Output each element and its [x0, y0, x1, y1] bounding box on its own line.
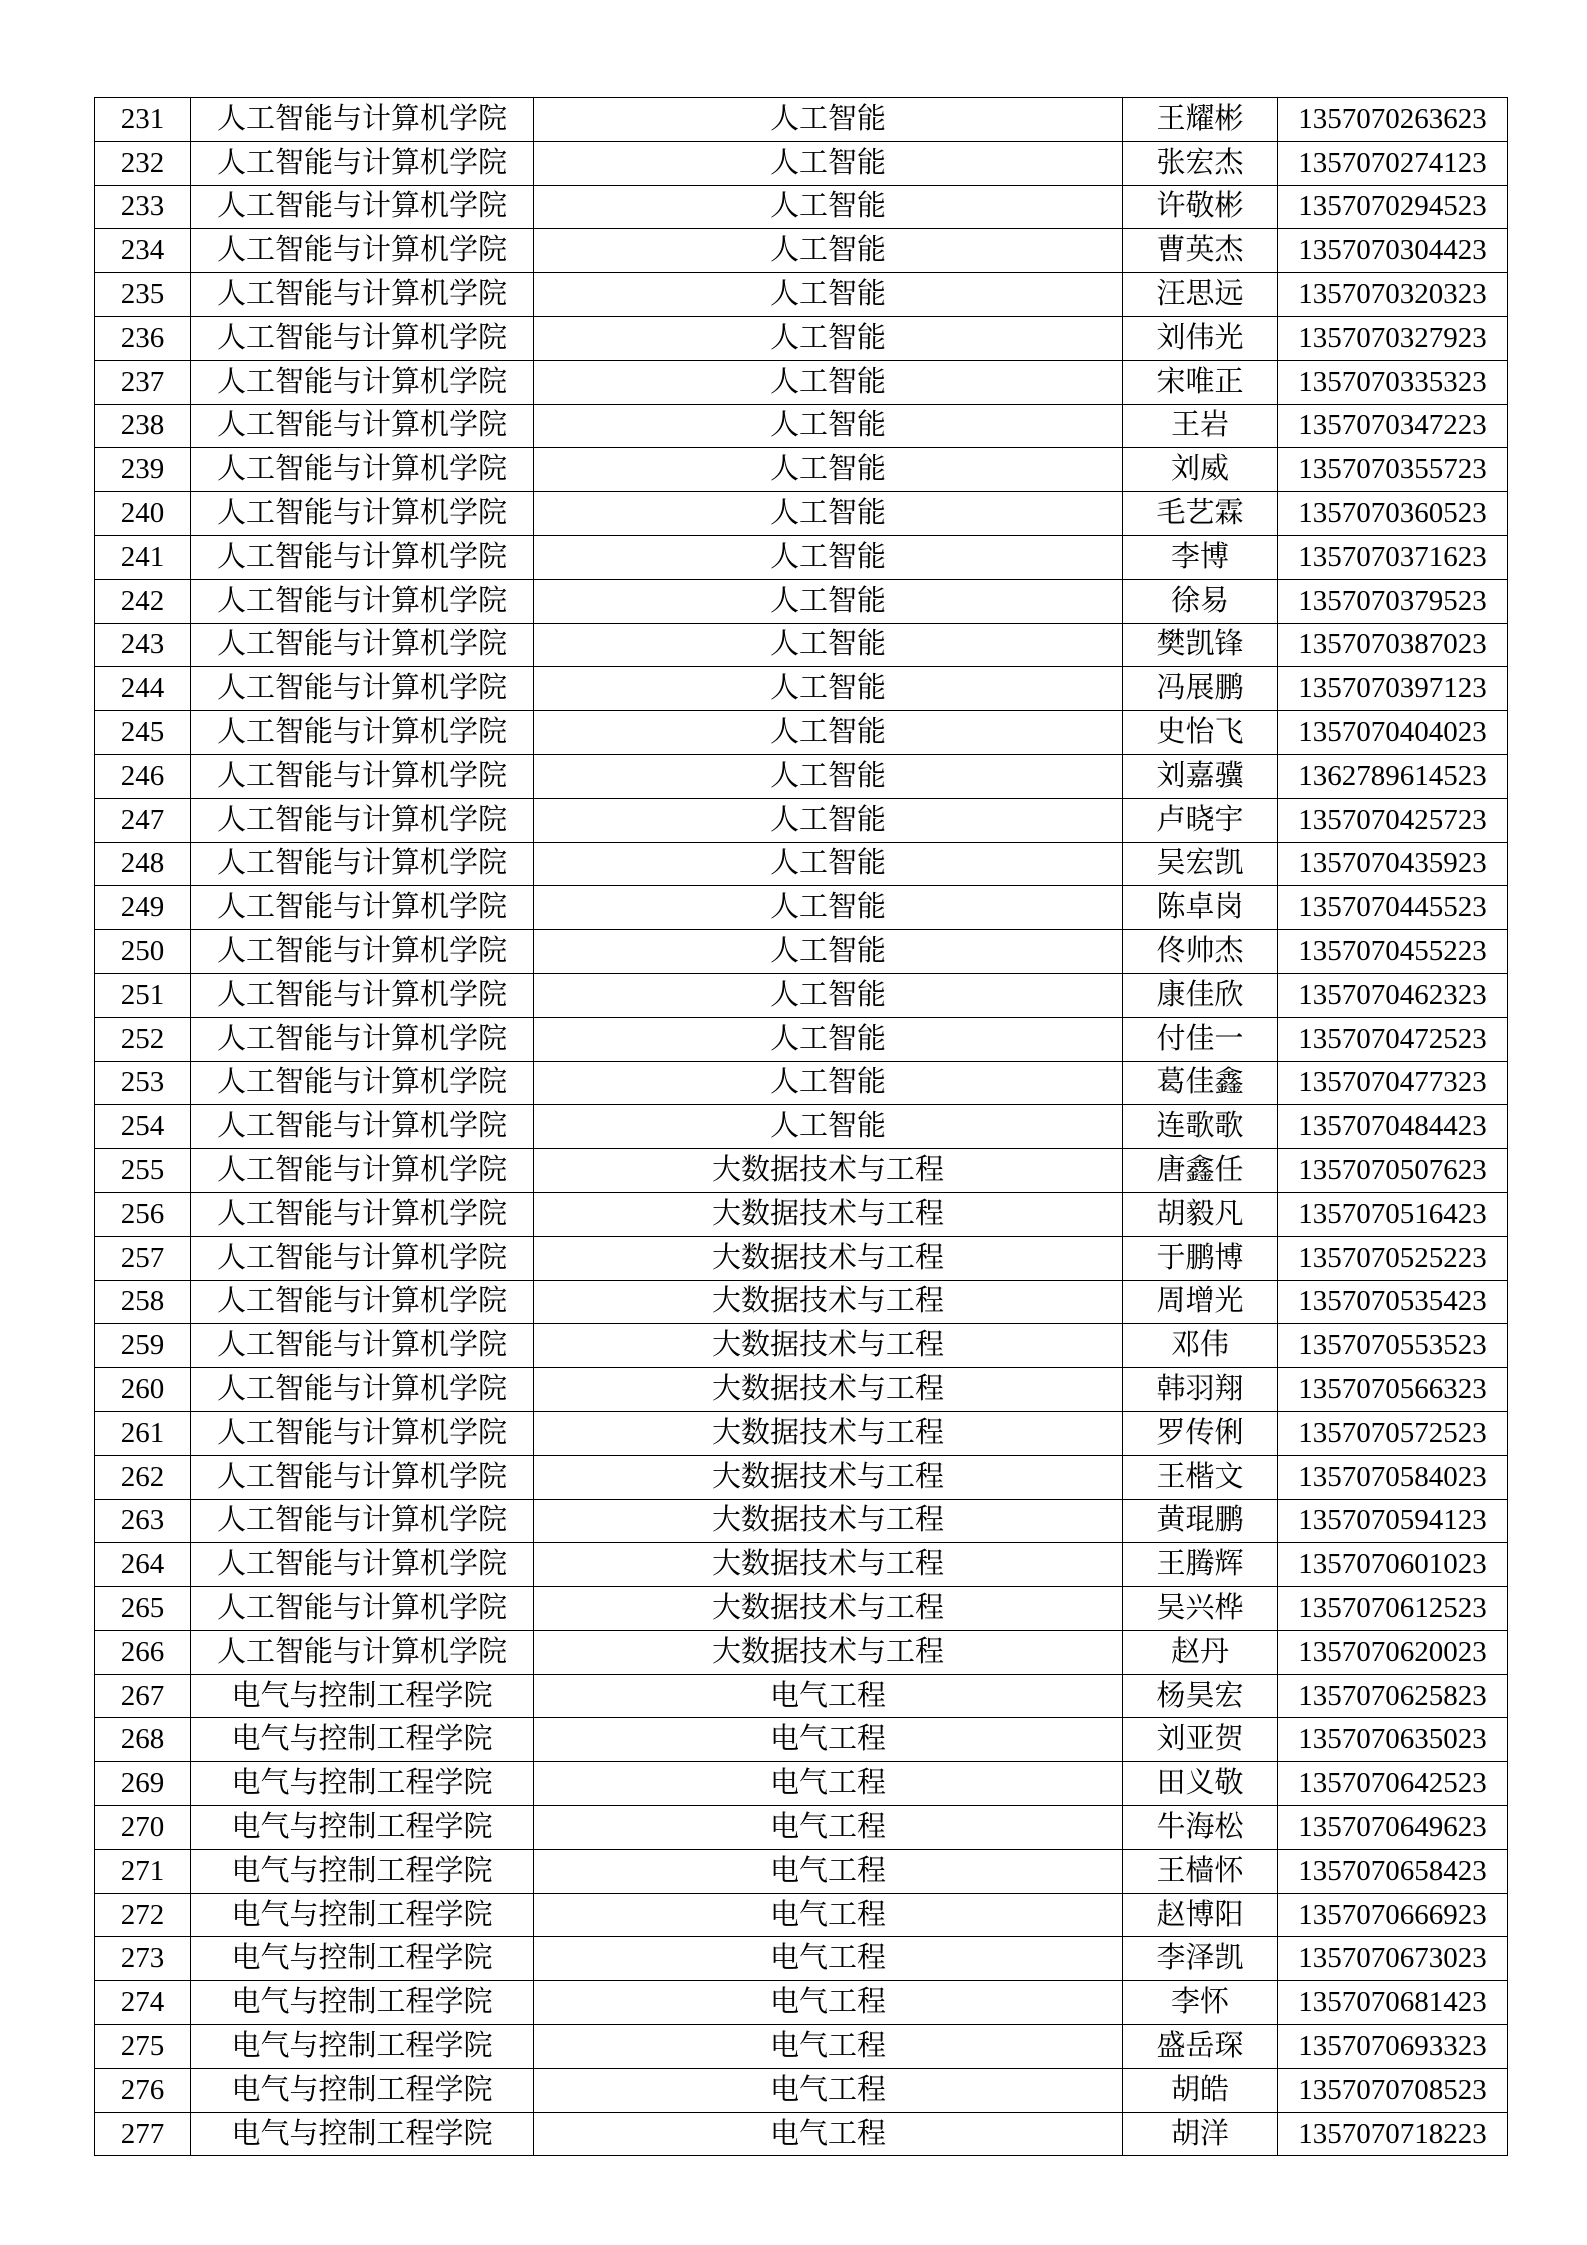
college-cell: 人工智能与计算机学院	[191, 798, 534, 842]
major-cell: 人工智能	[534, 185, 1123, 229]
student-name-cell: 胡皓	[1123, 2068, 1278, 2112]
table-row	[95, 886, 1508, 930]
row-number-cell: 240	[95, 492, 191, 536]
student-name-cell: 刘嘉骥	[1123, 754, 1278, 798]
row-number-cell: 237	[95, 360, 191, 404]
student-name-cell: 连歌歌	[1123, 1105, 1278, 1149]
table-row	[95, 1762, 1508, 1806]
student-name-cell: 赵丹	[1123, 1630, 1278, 1674]
row-number-cell: 245	[95, 711, 191, 755]
college-cell: 人工智能与计算机学院	[191, 579, 534, 623]
id-number-cell: 1357070658423	[1278, 1849, 1508, 1893]
table-body	[95, 98, 1508, 2156]
table-row	[95, 1061, 1508, 1105]
table-row	[95, 1499, 1508, 1543]
id-number-cell: 1357070472523	[1278, 1017, 1508, 1061]
table-row	[95, 316, 1508, 360]
major-cell: 电气工程	[534, 2068, 1123, 2112]
id-number-cell: 1362789614523	[1278, 754, 1508, 798]
college-cell: 人工智能与计算机学院	[191, 667, 534, 711]
id-number-cell: 1357070553523	[1278, 1324, 1508, 1368]
id-number-cell: 1357070625823	[1278, 1674, 1508, 1718]
table-row	[95, 98, 1508, 142]
college-cell: 电气与控制工程学院	[191, 1893, 534, 1937]
college-cell: 人工智能与计算机学院	[191, 1061, 534, 1105]
id-number-cell: 1357070360523	[1278, 492, 1508, 536]
table-row	[95, 973, 1508, 1017]
major-cell: 人工智能	[534, 623, 1123, 667]
student-name-cell: 田义敬	[1123, 1762, 1278, 1806]
student-name-cell: 李博	[1123, 535, 1278, 579]
major-cell: 人工智能	[534, 98, 1123, 142]
row-number-cell: 254	[95, 1105, 191, 1149]
table-row	[95, 1280, 1508, 1324]
major-cell: 电气工程	[534, 2025, 1123, 2069]
college-cell: 人工智能与计算机学院	[191, 973, 534, 1017]
id-number-cell: 1357070666923	[1278, 1893, 1508, 1937]
row-number-cell: 252	[95, 1017, 191, 1061]
id-number-cell: 1357070535423	[1278, 1280, 1508, 1324]
id-number-cell: 1357070649623	[1278, 1806, 1508, 1850]
major-cell: 人工智能	[534, 535, 1123, 579]
row-number-cell: 258	[95, 1280, 191, 1324]
table-row	[95, 1674, 1508, 1718]
college-cell: 人工智能与计算机学院	[191, 360, 534, 404]
student-name-cell: 罗传俐	[1123, 1411, 1278, 1455]
table-row	[95, 1017, 1508, 1061]
major-cell: 大数据技术与工程	[534, 1280, 1123, 1324]
id-number-cell: 1357070484423	[1278, 1105, 1508, 1149]
major-cell: 人工智能	[534, 316, 1123, 360]
student-name-cell: 樊凯锋	[1123, 623, 1278, 667]
id-number-cell: 1357070612523	[1278, 1587, 1508, 1631]
major-cell: 大数据技术与工程	[534, 1587, 1123, 1631]
row-number-cell: 269	[95, 1762, 191, 1806]
table-row	[95, 404, 1508, 448]
id-number-cell: 1357070455223	[1278, 930, 1508, 974]
id-number-cell: 1357070371623	[1278, 535, 1508, 579]
student-name-cell: 卢晓宇	[1123, 798, 1278, 842]
table-row	[95, 360, 1508, 404]
id-number-cell: 1357070584023	[1278, 1455, 1508, 1499]
student-name-cell: 张宏杰	[1123, 141, 1278, 185]
id-number-cell: 1357070477323	[1278, 1061, 1508, 1105]
row-number-cell: 259	[95, 1324, 191, 1368]
student-name-cell: 唐鑫任	[1123, 1149, 1278, 1193]
major-cell: 大数据技术与工程	[534, 1411, 1123, 1455]
id-number-cell: 1357070347223	[1278, 404, 1508, 448]
table-row	[95, 492, 1508, 536]
row-number-cell: 275	[95, 2025, 191, 2069]
id-number-cell: 1357070507623	[1278, 1149, 1508, 1193]
row-number-cell: 266	[95, 1630, 191, 1674]
id-number-cell: 1357070445523	[1278, 886, 1508, 930]
major-cell: 电气工程	[534, 1806, 1123, 1850]
table-row	[95, 535, 1508, 579]
id-number-cell: 1357070708523	[1278, 2068, 1508, 2112]
student-name-cell: 曹英杰	[1123, 229, 1278, 273]
row-number-cell: 262	[95, 1455, 191, 1499]
student-name-cell: 王耀彬	[1123, 98, 1278, 142]
college-cell: 电气与控制工程学院	[191, 1937, 534, 1981]
major-cell: 人工智能	[534, 360, 1123, 404]
table-row	[95, 273, 1508, 317]
table-row	[95, 667, 1508, 711]
college-cell: 人工智能与计算机学院	[191, 1192, 534, 1236]
college-cell: 人工智能与计算机学院	[191, 535, 534, 579]
row-number-cell: 270	[95, 1806, 191, 1850]
college-cell: 人工智能与计算机学院	[191, 1587, 534, 1631]
college-cell: 电气与控制工程学院	[191, 1981, 534, 2025]
college-cell: 电气与控制工程学院	[191, 1718, 534, 1762]
row-number-cell: 235	[95, 273, 191, 317]
row-number-cell: 242	[95, 579, 191, 623]
row-number-cell: 255	[95, 1149, 191, 1193]
student-name-cell: 史怡飞	[1123, 711, 1278, 755]
student-name-cell: 李怀	[1123, 1981, 1278, 2025]
college-cell: 人工智能与计算机学院	[191, 273, 534, 317]
major-cell: 大数据技术与工程	[534, 1236, 1123, 1280]
student-name-cell: 许敬彬	[1123, 185, 1278, 229]
row-number-cell: 251	[95, 973, 191, 1017]
id-number-cell: 1357070397123	[1278, 667, 1508, 711]
id-number-cell: 1357070462323	[1278, 973, 1508, 1017]
table-row	[95, 711, 1508, 755]
table-row	[95, 1149, 1508, 1193]
major-cell: 人工智能	[534, 448, 1123, 492]
college-cell: 人工智能与计算机学院	[191, 1411, 534, 1455]
major-cell: 人工智能	[534, 1061, 1123, 1105]
table-row	[95, 2068, 1508, 2112]
table-row	[95, 2025, 1508, 2069]
table-row	[95, 1718, 1508, 1762]
major-cell: 大数据技术与工程	[534, 1368, 1123, 1412]
id-number-cell: 1357070572523	[1278, 1411, 1508, 1455]
table-row	[95, 1324, 1508, 1368]
college-cell: 人工智能与计算机学院	[191, 1499, 534, 1543]
table-row	[95, 185, 1508, 229]
major-cell: 大数据技术与工程	[534, 1192, 1123, 1236]
row-number-cell: 241	[95, 535, 191, 579]
row-number-cell: 232	[95, 141, 191, 185]
table-row	[95, 1893, 1508, 1937]
college-cell: 人工智能与计算机学院	[191, 1280, 534, 1324]
id-number-cell: 1357070673023	[1278, 1937, 1508, 1981]
table-row	[95, 1543, 1508, 1587]
major-cell: 人工智能	[534, 229, 1123, 273]
row-number-cell: 277	[95, 2112, 191, 2156]
major-cell: 人工智能	[534, 404, 1123, 448]
table-row	[95, 1192, 1508, 1236]
row-number-cell: 268	[95, 1718, 191, 1762]
row-number-cell: 231	[95, 98, 191, 142]
college-cell: 人工智能与计算机学院	[191, 1630, 534, 1674]
major-cell: 人工智能	[534, 973, 1123, 1017]
major-cell: 人工智能	[534, 842, 1123, 886]
college-cell: 电气与控制工程学院	[191, 2112, 534, 2156]
student-name-cell: 王樯怀	[1123, 1849, 1278, 1893]
table-row	[95, 1411, 1508, 1455]
row-number-cell: 239	[95, 448, 191, 492]
major-cell: 电气工程	[534, 1937, 1123, 1981]
table-row	[95, 1981, 1508, 2025]
row-number-cell: 256	[95, 1192, 191, 1236]
major-cell: 电气工程	[534, 1893, 1123, 1937]
row-number-cell: 263	[95, 1499, 191, 1543]
id-number-cell: 1357070601023	[1278, 1543, 1508, 1587]
college-cell: 人工智能与计算机学院	[191, 1105, 534, 1149]
college-cell: 人工智能与计算机学院	[191, 404, 534, 448]
college-cell: 电气与控制工程学院	[191, 1806, 534, 1850]
college-cell: 人工智能与计算机学院	[191, 1324, 534, 1368]
college-cell: 人工智能与计算机学院	[191, 448, 534, 492]
college-cell: 人工智能与计算机学院	[191, 98, 534, 142]
major-cell: 人工智能	[534, 492, 1123, 536]
id-number-cell: 1357070294523	[1278, 185, 1508, 229]
college-cell: 电气与控制工程学院	[191, 1849, 534, 1893]
table-row	[95, 1937, 1508, 1981]
row-number-cell: 272	[95, 1893, 191, 1937]
college-cell: 人工智能与计算机学院	[191, 1543, 534, 1587]
student-name-cell: 汪思远	[1123, 273, 1278, 317]
row-number-cell: 271	[95, 1849, 191, 1893]
student-name-cell: 赵博阳	[1123, 1893, 1278, 1937]
row-number-cell: 274	[95, 1981, 191, 2025]
student-name-cell: 胡洋	[1123, 2112, 1278, 2156]
college-cell: 人工智能与计算机学院	[191, 754, 534, 798]
college-cell: 人工智能与计算机学院	[191, 185, 534, 229]
table-row	[95, 754, 1508, 798]
student-name-cell: 葛佳鑫	[1123, 1061, 1278, 1105]
id-number-cell: 1357070304423	[1278, 229, 1508, 273]
row-number-cell: 260	[95, 1368, 191, 1412]
id-number-cell: 1357070335323	[1278, 360, 1508, 404]
student-name-cell: 黄琨鹏	[1123, 1499, 1278, 1543]
id-number-cell: 1357070425723	[1278, 798, 1508, 842]
id-number-cell: 1357070274123	[1278, 141, 1508, 185]
row-number-cell: 261	[95, 1411, 191, 1455]
id-number-cell: 1357070263623	[1278, 98, 1508, 142]
table-row	[95, 1587, 1508, 1631]
row-number-cell: 253	[95, 1061, 191, 1105]
id-number-cell: 1357070642523	[1278, 1762, 1508, 1806]
student-name-cell: 邓伟	[1123, 1324, 1278, 1368]
college-cell: 电气与控制工程学院	[191, 2068, 534, 2112]
student-name-cell: 吴兴桦	[1123, 1587, 1278, 1631]
table-row	[95, 1455, 1508, 1499]
table-row	[95, 2112, 1508, 2156]
student-name-cell: 胡毅凡	[1123, 1192, 1278, 1236]
college-cell: 人工智能与计算机学院	[191, 1455, 534, 1499]
student-name-cell: 佟帅杰	[1123, 930, 1278, 974]
id-number-cell: 1357070693323	[1278, 2025, 1508, 2069]
id-number-cell: 1357070355723	[1278, 448, 1508, 492]
student-name-cell: 杨昊宏	[1123, 1674, 1278, 1718]
id-number-cell: 1357070435923	[1278, 842, 1508, 886]
student-name-cell: 刘亚贺	[1123, 1718, 1278, 1762]
student-name-cell: 毛艺霖	[1123, 492, 1278, 536]
student-name-cell: 徐易	[1123, 579, 1278, 623]
major-cell: 大数据技术与工程	[534, 1455, 1123, 1499]
row-number-cell: 264	[95, 1543, 191, 1587]
major-cell: 人工智能	[534, 667, 1123, 711]
student-list-table	[94, 97, 1508, 2156]
table-row	[95, 1630, 1508, 1674]
student-name-cell: 王岩	[1123, 404, 1278, 448]
college-cell: 人工智能与计算机学院	[191, 316, 534, 360]
major-cell: 人工智能	[534, 798, 1123, 842]
student-name-cell: 于鹏博	[1123, 1236, 1278, 1280]
table-row	[95, 1105, 1508, 1149]
id-number-cell: 1357070379523	[1278, 579, 1508, 623]
id-number-cell: 1357070594123	[1278, 1499, 1508, 1543]
college-cell: 人工智能与计算机学院	[191, 492, 534, 536]
college-cell: 人工智能与计算机学院	[191, 623, 534, 667]
student-name-cell: 牛海松	[1123, 1806, 1278, 1850]
table-row	[95, 930, 1508, 974]
id-number-cell: 1357070620023	[1278, 1630, 1508, 1674]
student-name-cell: 李泽凯	[1123, 1937, 1278, 1981]
student-name-cell: 刘伟光	[1123, 316, 1278, 360]
student-name-cell: 吴宏凯	[1123, 842, 1278, 886]
id-number-cell: 1357070525223	[1278, 1236, 1508, 1280]
student-name-cell: 冯展鹏	[1123, 667, 1278, 711]
row-number-cell: 236	[95, 316, 191, 360]
major-cell: 大数据技术与工程	[534, 1543, 1123, 1587]
major-cell: 电气工程	[534, 2112, 1123, 2156]
major-cell: 大数据技术与工程	[534, 1324, 1123, 1368]
row-number-cell: 234	[95, 229, 191, 273]
table-row	[95, 1236, 1508, 1280]
college-cell: 人工智能与计算机学院	[191, 1149, 534, 1193]
college-cell: 人工智能与计算机学院	[191, 1368, 534, 1412]
row-number-cell: 276	[95, 2068, 191, 2112]
student-name-cell: 王楷文	[1123, 1455, 1278, 1499]
table-row	[95, 798, 1508, 842]
id-number-cell: 1357070404023	[1278, 711, 1508, 755]
id-number-cell: 1357070718223	[1278, 2112, 1508, 2156]
row-number-cell: 243	[95, 623, 191, 667]
college-cell: 人工智能与计算机学院	[191, 842, 534, 886]
college-cell: 人工智能与计算机学院	[191, 141, 534, 185]
major-cell: 人工智能	[534, 273, 1123, 317]
row-number-cell: 249	[95, 886, 191, 930]
college-cell: 人工智能与计算机学院	[191, 886, 534, 930]
student-name-cell: 陈卓岗	[1123, 886, 1278, 930]
row-number-cell: 247	[95, 798, 191, 842]
id-number-cell: 1357070320323	[1278, 273, 1508, 317]
id-number-cell: 1357070635023	[1278, 1718, 1508, 1762]
id-number-cell: 1357070681423	[1278, 1981, 1508, 2025]
student-name-cell: 周增光	[1123, 1280, 1278, 1324]
student-name-cell: 韩羽翔	[1123, 1368, 1278, 1412]
table-row	[95, 623, 1508, 667]
student-name-cell: 王腾辉	[1123, 1543, 1278, 1587]
college-cell: 人工智能与计算机学院	[191, 229, 534, 273]
row-number-cell: 273	[95, 1937, 191, 1981]
major-cell: 人工智能	[534, 886, 1123, 930]
table-row	[95, 141, 1508, 185]
student-name-cell: 付佳一	[1123, 1017, 1278, 1061]
row-number-cell: 244	[95, 667, 191, 711]
row-number-cell: 248	[95, 842, 191, 886]
table-row	[95, 1806, 1508, 1850]
table-row	[95, 842, 1508, 886]
college-cell: 电气与控制工程学院	[191, 1762, 534, 1806]
major-cell: 人工智能	[534, 141, 1123, 185]
college-cell: 人工智能与计算机学院	[191, 1017, 534, 1061]
student-name-cell: 刘威	[1123, 448, 1278, 492]
major-cell: 人工智能	[534, 754, 1123, 798]
major-cell: 电气工程	[534, 1762, 1123, 1806]
table-row	[95, 229, 1508, 273]
major-cell: 人工智能	[534, 930, 1123, 974]
row-number-cell: 238	[95, 404, 191, 448]
college-cell: 人工智能与计算机学院	[191, 1236, 534, 1280]
table-row	[95, 448, 1508, 492]
student-name-cell: 宋唯正	[1123, 360, 1278, 404]
row-number-cell: 257	[95, 1236, 191, 1280]
id-number-cell: 1357070516423	[1278, 1192, 1508, 1236]
college-cell: 电气与控制工程学院	[191, 2025, 534, 2069]
college-cell: 人工智能与计算机学院	[191, 711, 534, 755]
major-cell: 电气工程	[534, 1981, 1123, 2025]
id-number-cell: 1357070566323	[1278, 1368, 1508, 1412]
id-number-cell: 1357070387023	[1278, 623, 1508, 667]
row-number-cell: 265	[95, 1587, 191, 1631]
major-cell: 大数据技术与工程	[534, 1149, 1123, 1193]
college-cell: 人工智能与计算机学院	[191, 930, 534, 974]
major-cell: 人工智能	[534, 579, 1123, 623]
college-cell: 电气与控制工程学院	[191, 1674, 534, 1718]
major-cell: 电气工程	[534, 1718, 1123, 1762]
row-number-cell: 246	[95, 754, 191, 798]
major-cell: 人工智能	[534, 1017, 1123, 1061]
major-cell: 电气工程	[534, 1849, 1123, 1893]
major-cell: 人工智能	[534, 1105, 1123, 1149]
row-number-cell: 267	[95, 1674, 191, 1718]
major-cell: 电气工程	[534, 1674, 1123, 1718]
student-name-cell: 盛岳琛	[1123, 2025, 1278, 2069]
table-row	[95, 579, 1508, 623]
row-number-cell: 250	[95, 930, 191, 974]
major-cell: 大数据技术与工程	[534, 1499, 1123, 1543]
major-cell: 人工智能	[534, 711, 1123, 755]
table-row	[95, 1849, 1508, 1893]
id-number-cell: 1357070327923	[1278, 316, 1508, 360]
table-row	[95, 1368, 1508, 1412]
major-cell: 大数据技术与工程	[534, 1630, 1123, 1674]
row-number-cell: 233	[95, 185, 191, 229]
student-name-cell: 康佳欣	[1123, 973, 1278, 1017]
